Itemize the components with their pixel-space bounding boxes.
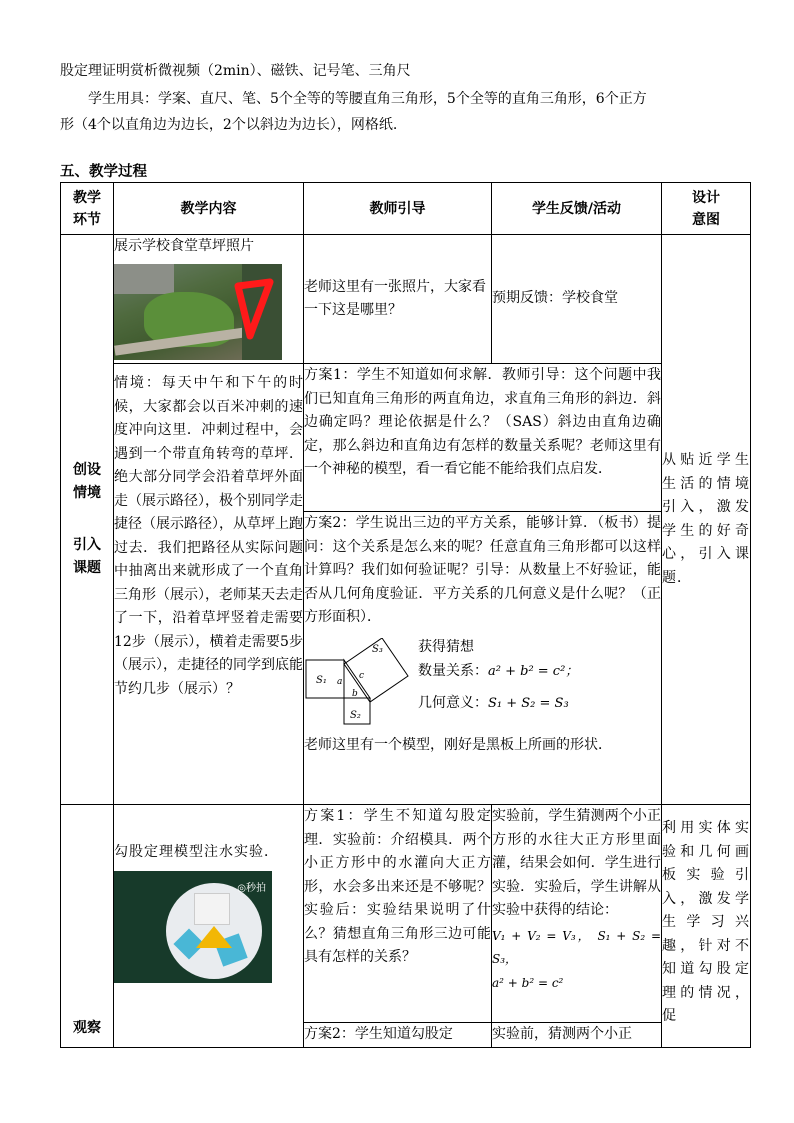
header-content: 教学内容 [114,183,304,235]
student-experiment-cell: 实验前，学生猜测两个小正方形的水往大正方形里面灌，结果会如何．学生进行实验．实验后，学生讲解从实验中获得的结论： V₁ + V₂ = V₃， S₁ + S₂ = S₃， a² + b² = c² [492,805,662,1023]
table-header-row [61,183,751,235]
water-experiment-video[interactable] [114,871,272,983]
header-student: 学生反馈/活动 [492,183,662,235]
header-stage: 教学 环节 [61,183,114,235]
table-row [61,235,751,364]
canteen-lawn-photo [114,264,282,360]
section-title: 五、教学过程 [60,163,147,180]
scenario-text-cell: 情境：每天中午和下午的时候，大家都会以百米冲刺的速度冲向这里．冲刺过程中，会遇到一个带直角转弯的草坪．绝大部分同学会沿着草坪外面走（展示路径），极个别同学走捷径（展示路径），从草坪上跑过去．我们把路径从实际问题中抽离出来就形成了一个直角三角形（展示），老师某天去走了一下，沿着草坪竖着走需要12步（展示），横着走需要5步（展示），走捷径的同学到底能节约几步（展示）？ [114,364,304,805]
design-cell-2: 利用实体实验和几何画板实验引入，激发学生学习兴趣，针对不知道勾股定理的情况，促 [662,805,751,1048]
experiment-cell [114,805,304,1048]
fig-label-s3: S₃ [372,643,383,655]
stage-cell-1: 创设 情境 引入 课题 [61,235,114,805]
intro-line-1: 股定理证明赏析微视频（2min）、磁铁、记号笔、三角尺 [60,63,411,79]
shortcut-triangle-marker [114,264,282,360]
fig-label-s2: S₂ [350,709,361,721]
pythagoras-figure-block [304,636,661,732]
student-answer-cell: 预期反馈：学校食堂 [492,235,662,364]
geometry-meaning: 几何意义：S₁ + S₂ = S₃ [418,694,569,711]
model-text: 老师这里有一个模型，刚好是黑板上所画的形状． [304,736,612,753]
header-design: 设计 意图 [662,183,751,235]
plan-2-experiment-cell: 方案2：学生知道勾股定 [304,1023,492,1048]
table-row [61,805,751,1023]
fig-label-b: b [352,688,358,699]
plan-2-text: 方案2：学生说出三边的平方关系，能够计算．（板书）提问：这个关系是怎么来的呢？任意直角三角形都可以这样计算吗？我们如何验证呢？引导：从数量上不好验证，能否从几何角度验证．平方关系的几何意义是什么呢？（正方形面积）． [304,515,661,625]
teaching-process-table [60,182,751,1048]
fig-label-s1: S₁ [316,674,327,686]
plan-1-cell: 方案1：学生不知道如何求解．教师引导：这个问题中我们已知直角三角形的两直角边，求直角三角形的斜边．斜边确定吗？理论依据是什么？（SAS）斜边由直角边确定，那么斜边和直角边有怎样的数量关系呢？老师这里有一个神秘的模型，看一看它能不能给我们点启发． [304,364,662,512]
plan-1-experiment-cell: 方案1：学生不知道勾股定理．实验前：介绍模具．两个小正方形中的水灌向大正方形，水会多出来还是不够呢？实验后：实验结果说明了什么？猜想直角三角形三边可能具有怎样的关系？ [304,805,492,1023]
quantity-relation: 数量关系：a² + b² = c²； [418,662,579,679]
fig-label-a: a [337,676,343,687]
table-row [61,364,751,512]
fig-label-c: c [359,670,365,681]
photo-caption: 展示学校食堂草坪照片 [114,238,254,254]
student-experiment-cell-2: 实验前，猜测两个小正 [492,1023,662,1048]
content-photo-cell [114,235,304,364]
experiment-text: 勾股定理模型注水实验． [114,844,279,860]
teacher-question-cell: 老师这里有一张照片，大家看一下这是哪里？ [304,235,492,364]
video-logo: ◎秒拍 [237,882,266,894]
design-cell-1: 从贴近学生生活的情境引入，激发学生的好奇心，引入课题． [662,235,751,805]
stage-cell-2: 观察 [61,805,114,1048]
header-teacher: 教师引导 [304,183,492,235]
guess-title: 获得猜想 [418,638,474,655]
intro-line-3: 形（4个以直角边为边长，2个以斜边为边长），网格纸. [60,117,398,133]
plan-2-cell [304,512,662,805]
pythagoras-squares-diagram [304,638,424,728]
intro-line-2: 学生用具：学案、直尺、笔、5个全等的等腰直角三角形，5个全等的直角三角形，6个正方 [88,91,647,107]
